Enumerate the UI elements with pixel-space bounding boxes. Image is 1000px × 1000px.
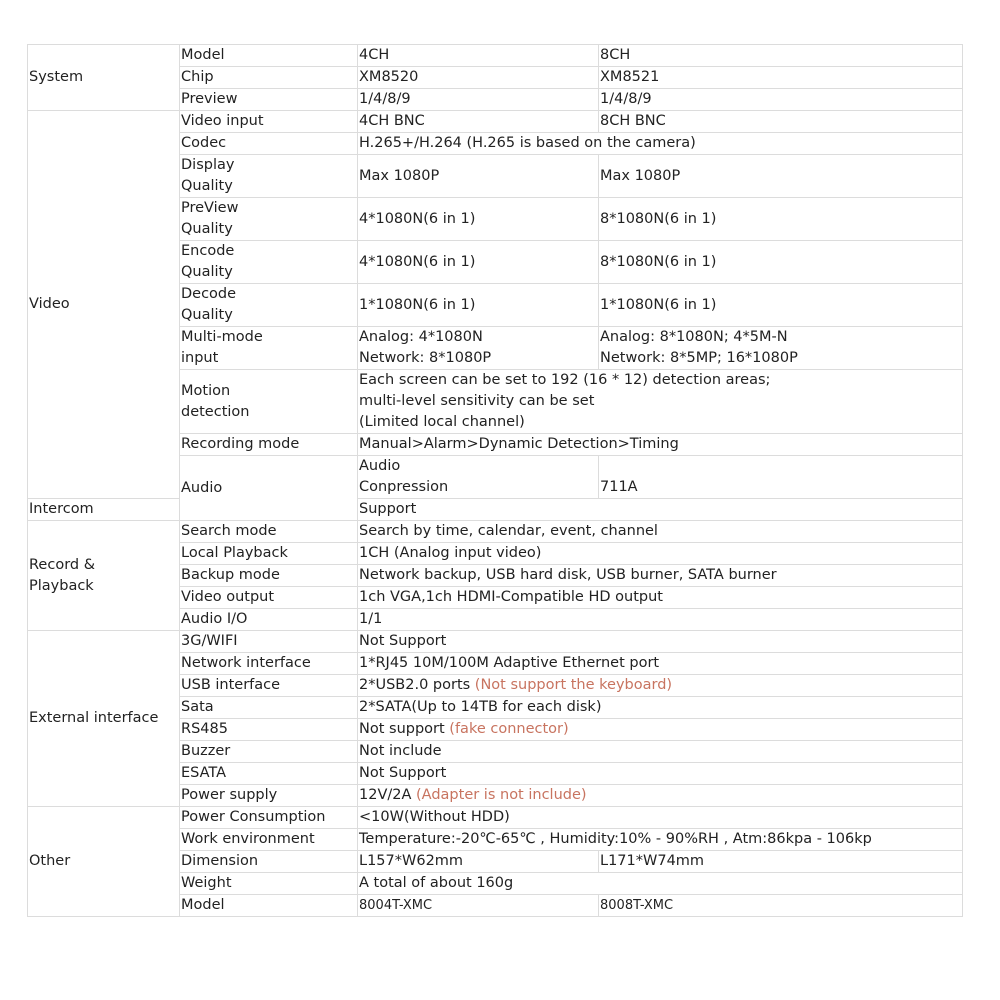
value-8ch: Max 1080P: [599, 155, 963, 198]
value-text: 2*USB2.0 ports: [359, 677, 471, 693]
value-4ch: 4CH BNC: [358, 111, 599, 133]
row-label: Preview: [180, 89, 358, 111]
row-label: Audio I/O: [180, 609, 358, 631]
value-shared: Support: [358, 499, 963, 521]
value-shared: 1*RJ45 10M/100M Adaptive Ethernet port: [358, 653, 963, 675]
value-shared: Not Support: [358, 631, 963, 653]
row-label: Sata: [180, 697, 358, 719]
row-label: [180, 284, 358, 327]
row-label-line: Display: [181, 157, 235, 173]
value-8ch: L171*W74mm: [599, 851, 963, 873]
category-other: Other: [28, 807, 180, 917]
value-shared: Network backup, USB hard disk, USB burner, SATA burner: [358, 565, 963, 587]
row-label: Model: [180, 45, 358, 67]
row-label-line: Quality: [181, 221, 233, 237]
value-shared: 1CH (Analog input video): [358, 543, 963, 565]
value-shared: [358, 719, 963, 741]
value-8ch: 8CH: [599, 45, 963, 67]
row-label: Search mode: [180, 521, 358, 543]
value-line: multi-level sensitivity can be set: [359, 393, 595, 409]
value-line: Analog: 8*1080N; 4*5M-N: [600, 329, 788, 345]
value-8ch: 8*1080N(6 in 1): [599, 241, 963, 284]
row-label-line: Quality: [181, 178, 233, 194]
value-line: 711A: [600, 479, 638, 495]
value-line: Each screen can be set to 192 (16 * 12) detection areas;: [359, 372, 771, 388]
value-8ch: [599, 327, 963, 370]
table-row: [28, 499, 963, 521]
row-label: Power supply: [180, 785, 358, 807]
value-shared: 1ch VGA,1ch HDMI-Compatible HD output: [358, 587, 963, 609]
row-label: [180, 327, 358, 370]
value-4ch: 8004T-XMC: [358, 895, 599, 917]
row-label: [180, 241, 358, 284]
category-line: Record &: [29, 556, 96, 573]
row-label: Intercom: [28, 499, 180, 521]
row-label: [358, 456, 599, 499]
row-label-line: Conpression: [359, 479, 449, 495]
row-label: Network interface: [180, 653, 358, 675]
value-4ch: [358, 327, 599, 370]
row-label: Video output: [180, 587, 358, 609]
row-label: [180, 155, 358, 198]
value-shared: [599, 456, 963, 499]
value-shared: [358, 370, 963, 434]
row-label-line: Encode: [181, 243, 235, 259]
value-shared: <10W(Without HDD): [358, 807, 963, 829]
row-label-line: Motion: [181, 382, 231, 399]
spec-table: [27, 44, 963, 917]
value-4ch: 1/4/8/9: [358, 89, 599, 111]
value-shared: Manual>Alarm>Dynamic Detection>Timing: [358, 434, 963, 456]
category-external-interface: External interface: [28, 631, 180, 807]
row-label: ESATA: [180, 763, 358, 785]
value-8ch: 8008T-XMC: [599, 895, 963, 917]
value-shared: Not Support: [358, 763, 963, 785]
row-label: Recording mode: [180, 434, 358, 456]
row-label-line: Multi-mode: [181, 329, 263, 345]
value-8ch: 1*1080N(6 in 1): [599, 284, 963, 327]
value-4ch: L157*W62mm: [358, 851, 599, 873]
row-label: Model: [180, 895, 358, 917]
row-label: Weight: [180, 873, 358, 895]
table-row: [28, 631, 963, 653]
value-shared: Not include: [358, 741, 963, 763]
row-label-line: detection: [181, 403, 250, 420]
row-label: 3G/WIFI: [180, 631, 358, 653]
row-label: Dimension: [180, 851, 358, 873]
category-audio: Audio: [180, 456, 358, 521]
table-row: [28, 521, 963, 543]
value-shared: 1/1: [358, 609, 963, 631]
row-label: Codec: [180, 133, 358, 155]
row-label: [180, 198, 358, 241]
table-row: [28, 45, 963, 67]
value-shared: [358, 785, 963, 807]
value-line: Network: 8*1080P: [359, 350, 492, 366]
value-4ch: XM8520: [358, 67, 599, 89]
row-label: [180, 370, 358, 434]
value-text: 12V/2A: [359, 787, 412, 803]
row-label-line: PreView: [181, 200, 239, 216]
value-4ch: 4CH: [358, 45, 599, 67]
value-shared: [358, 675, 963, 697]
value-shared: A total of about 160g: [358, 873, 963, 895]
row-label: Power Consumption: [180, 807, 358, 829]
row-label-line: Audio: [359, 458, 401, 474]
row-label-line: Quality: [181, 264, 233, 280]
row-label-line: Quality: [181, 307, 233, 323]
row-label: USB interface: [180, 675, 358, 697]
value-4ch: 4*1080N(6 in 1): [358, 241, 599, 284]
value-shared: H.265+/H.264 (H.265 is based on the camera): [358, 133, 963, 155]
row-label: Local Playback: [180, 543, 358, 565]
category-line: Playback: [29, 577, 94, 594]
value-8ch: 8*1080N(6 in 1): [599, 198, 963, 241]
value-8ch: 8CH BNC: [599, 111, 963, 133]
value-4ch: Max 1080P: [358, 155, 599, 198]
value-shared: 2*SATA(Up to 14TB for each disk): [358, 697, 963, 719]
value-text: Not support: [359, 721, 445, 737]
category-video: Video: [28, 111, 180, 499]
value-line: (Limited local channel): [359, 414, 525, 430]
table-row: [28, 111, 963, 133]
row-label: RS485: [180, 719, 358, 741]
value-4ch: 1*1080N(6 in 1): [358, 284, 599, 327]
note-text: (Not support the keyboard): [474, 677, 673, 693]
value-line: Analog: 4*1080N: [359, 329, 483, 345]
row-label: Buzzer: [180, 741, 358, 763]
value-line: Network: 8*5MP; 16*1080P: [600, 350, 798, 366]
value-4ch: 4*1080N(6 in 1): [358, 198, 599, 241]
value-8ch: 1/4/8/9: [599, 89, 963, 111]
row-label-line: Decode: [181, 286, 237, 302]
value-8ch: XM8521: [599, 67, 963, 89]
row-label: Backup mode: [180, 565, 358, 587]
value-shared: Search by time, calendar, event, channel: [358, 521, 963, 543]
note-text: (fake connector): [449, 721, 569, 737]
table-row: [28, 807, 963, 829]
row-label: Work environment: [180, 829, 358, 851]
row-label-line: input: [181, 350, 219, 366]
note-text: (Adapter is not include): [416, 787, 587, 803]
row-label: Chip: [180, 67, 358, 89]
category-system: System: [28, 45, 180, 111]
category-record-playback: [28, 521, 180, 631]
row-label: Video input: [180, 111, 358, 133]
value-shared: Temperature:-20℃-65℃ , Humidity:10% - 90%RH , Atm:86kpa - 106kp: [358, 829, 963, 851]
